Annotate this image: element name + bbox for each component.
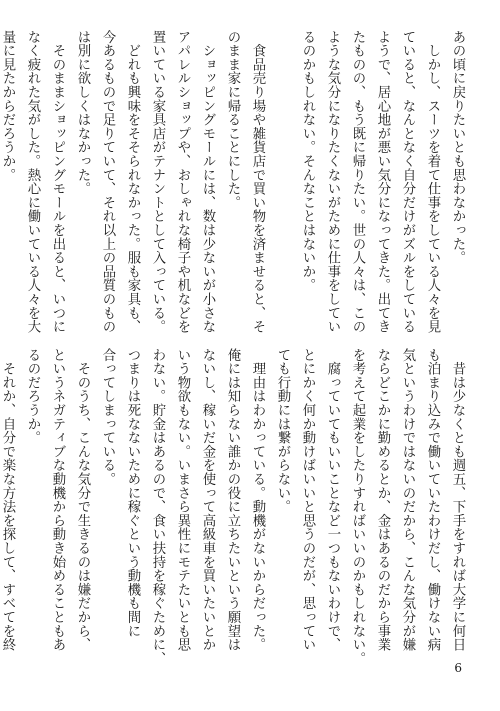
text-line: ないし、稼いだ金を使って高級車を買いたいとか	[200, 348, 215, 652]
text-line: るのだろうか。	[25, 348, 40, 445]
text-line: 量に見たからだろうか。	[0, 30, 15, 182]
text-line: 今あるもので足りていて、それ以上の品質のもの	[100, 30, 115, 334]
text-line: 俺には知らない誰かの役に立ちたいという願望は	[225, 348, 240, 652]
text-line: いう物欲もない。いまさら異性にモテたいとも思	[175, 348, 190, 652]
text-line: そのままショッピングモールを出ると、いつに	[50, 30, 65, 334]
text-line: あの頃に戻りたいとも思わなかった。	[450, 30, 465, 265]
text-line: とにかく何か動けばいいと思うのだが、思ってい	[300, 348, 315, 652]
text-line: というネガティブな動機から動き始めることもあ	[50, 348, 65, 652]
text-line: 置いている家具店がテナントとして入っている。	[150, 30, 165, 334]
text-line: わない。貯金はあるので、食い扶持を稼ぐために、	[150, 348, 165, 666]
text-line: アパレルショップや、おしゃれな椅子や机などを	[175, 30, 190, 334]
text-line: 食品売り場や雑貨店で買い物を済ませると、そ	[250, 30, 265, 334]
text-line: どれも興味をそそられなかった。服も家具も、	[125, 30, 140, 334]
text-block-bottom	[0, 348, 470, 666]
text-line: ショッピングモールには、数は少ないが小さな	[200, 30, 215, 334]
text-line: ならどこかに勤めるとか、金はあるのだから事業	[375, 348, 390, 652]
text-line	[270, 30, 295, 330]
text-line: を考えて起業をしたりすればいいのかもしれない。	[350, 348, 365, 666]
text-line: るのかもしれない。そんなことはないか。	[300, 30, 315, 293]
text-line: 理由はわかっている。動機がないからだった。	[250, 348, 265, 652]
text-line: しかし、スーツを着て仕事をしている人々を見	[425, 30, 440, 334]
page-number: 6	[454, 661, 462, 675]
text-line: つまりは死なないために稼ぐという動機も間に	[125, 348, 140, 638]
text-line: ようで、居心地が悪い気分になってきた。出てき	[375, 30, 390, 334]
text-line: 昔は少なくとも週五、下手をすれば大学に何日	[450, 348, 465, 652]
text-line: それか、自分で楽な方法を探して、すべてを終	[0, 348, 15, 652]
text-line: たものの、もう既に帰りたい。世の人々は、この	[350, 30, 365, 334]
text-line: ていると、なんとなく自分だけがズルをしている	[400, 30, 415, 334]
text-line: そのうち、こんな気分で生きるのは嫌だから、	[75, 348, 90, 652]
text-block-top	[0, 30, 470, 334]
text-line: ても行動には繋がらない。	[275, 348, 290, 514]
text-line: 合ってしまっている。	[100, 348, 115, 486]
text-line: ような気分になりたくないがために仕事をしてい	[325, 30, 340, 334]
text-line: のまま家に帰ることにした。	[225, 30, 240, 210]
text-line: も泊まり込みで働いていたわけだし、働けない病	[425, 348, 440, 652]
text-line: 腐っていてもいいことなど一つもないわけで、	[325, 348, 340, 652]
text-line: なく疲れた気がした。熱心に働いている人々を大	[25, 30, 40, 334]
text-line: 気というわけではないのだから、こんな気分が嫌	[400, 348, 415, 652]
text-line: は別に欲しくはなかった。	[75, 30, 90, 196]
